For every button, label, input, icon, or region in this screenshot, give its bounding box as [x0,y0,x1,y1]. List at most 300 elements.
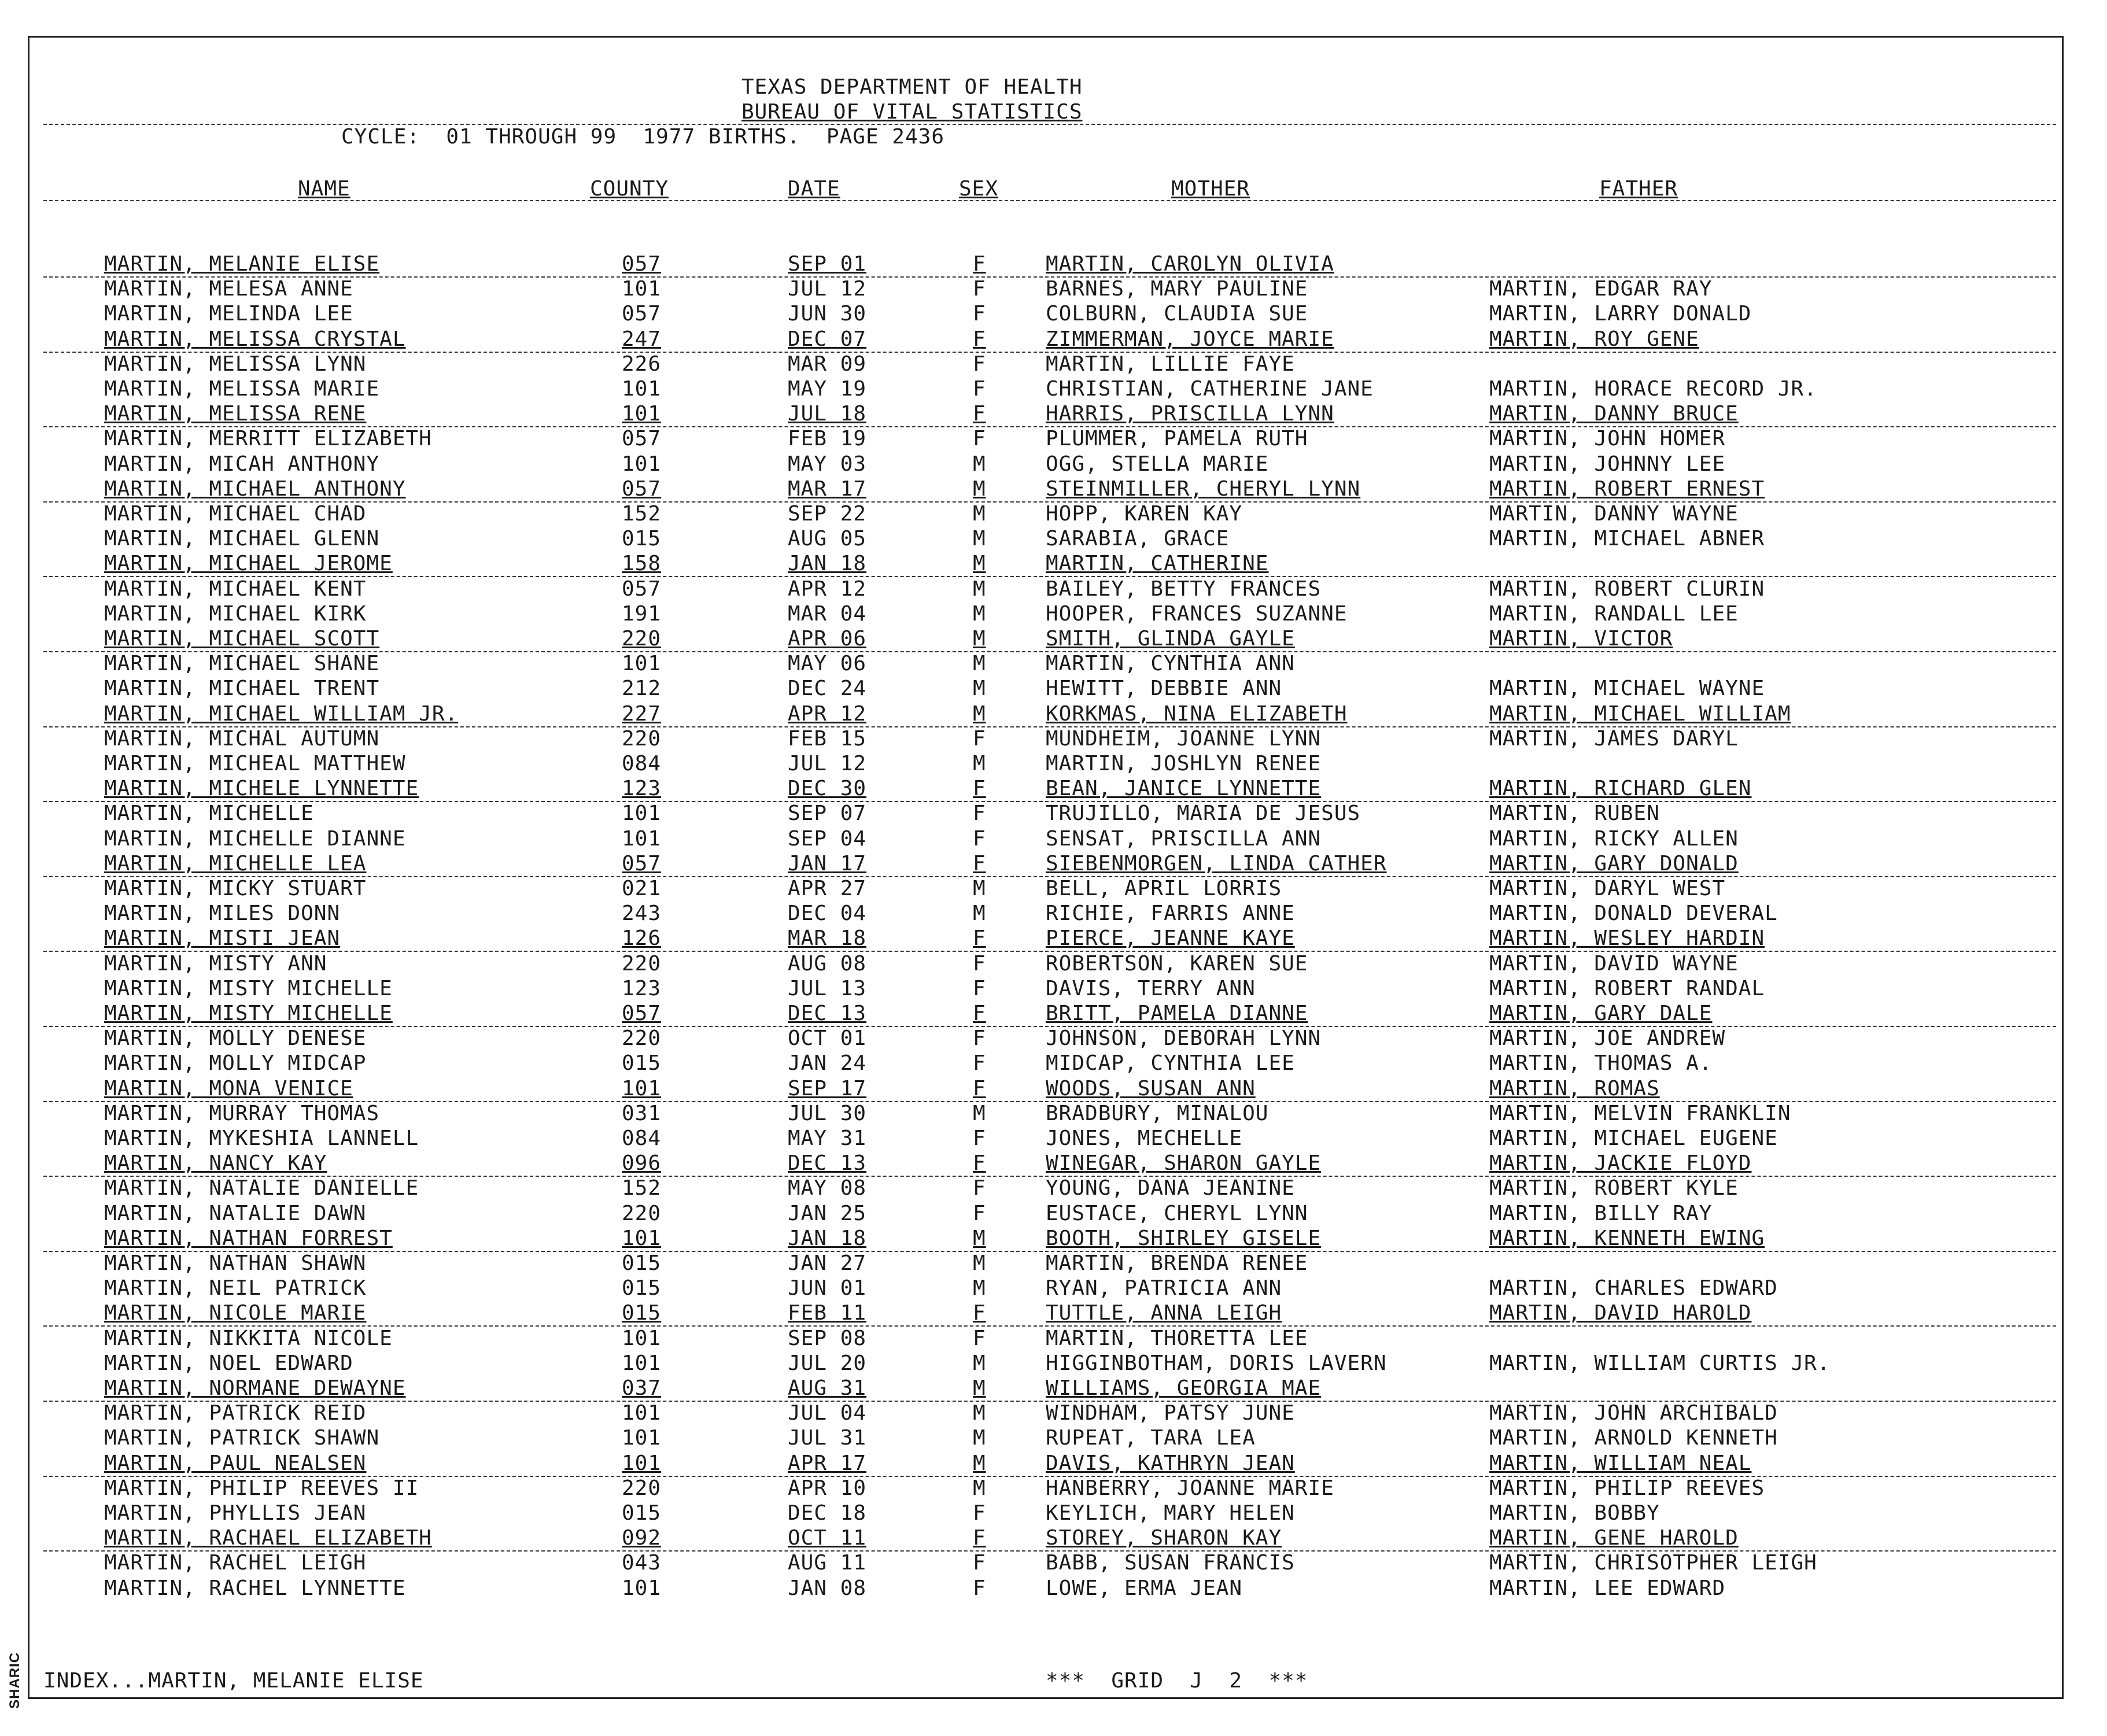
cell-county: 101 [622,1401,662,1425]
cell-sex: F [973,1026,986,1051]
cell-sex: M [973,601,986,626]
cell-name: MARTIN, RACHEL LEIGH [104,1551,367,1575]
cell-county: 220 [622,627,662,651]
cell-sex: F [973,277,986,301]
cell-county: 057 [622,302,662,326]
cell-date: JUL 31 [788,1426,867,1450]
cell-name: MARTIN, RACHEL LYNNETTE [104,1576,406,1600]
cell-name: MARTIN, MICHELLE DIANNE [104,826,406,851]
cell-sex: F [973,1501,986,1525]
cell-mother: SIEBENMORGEN, LINDA CATHER [1046,851,1387,876]
cell-sex: M [973,552,986,576]
cell-date: AUG 08 [788,951,867,976]
cell-name: MARTIN, NATHAN FORREST [104,1226,393,1250]
cell-date: SEP 17 [788,1076,867,1100]
cell-date: DEC 07 [788,327,867,351]
cell-date: FEB 19 [788,427,867,451]
cell-name: MARTIN, MURRAY THOMAS [104,1101,380,1125]
cell-name: MARTIN, MICHAEL KIRK [104,601,367,626]
cell-county: 227 [622,701,662,726]
cell-mother: BABB, SUSAN FRANCIS [1046,1551,1295,1575]
cell-date: JAN 27 [788,1251,867,1275]
cell-name: MARTIN, NORMANE DEWAYNE [104,1376,406,1400]
cell-name: MARTIN, MICHAEL KENT [104,577,367,601]
cell-father: MARTIN, DARYL WEST [1489,877,1726,900]
cell-sex: M [973,752,986,775]
cell-father: MARTIN, RICHARD GLEN [1489,777,1752,801]
cell-mother: MARTIN, JOSHLYN RENEE [1046,752,1322,775]
cell-name: MARTIN, MYKESHIA LANNELL [104,1126,419,1150]
cell-name: MARTIN, MICHAEL TRENT [104,677,380,701]
cell-name: MARTIN, MISTY MICHELLE [104,976,393,1000]
cell-county: 243 [622,902,662,926]
cell-mother: MARTIN, CYNTHIA ANN [1046,652,1295,676]
cell-father: MARTIN, ROBERT CLURIN [1489,577,1765,601]
cell-sex: F [973,801,986,826]
cell-county: 101 [622,277,662,301]
cell-name: MARTIN, RACHAEL ELIZABETH [104,1526,432,1550]
cell-date: MAR 09 [788,352,867,376]
cell-county: 220 [622,1201,662,1225]
cell-date: SEP 01 [788,252,867,276]
cell-father: MARTIN, GARY DALE [1489,1002,1713,1025]
cell-name: MARTIN, MICHAEL CHAD [104,502,367,526]
cell-date: APR 27 [788,877,867,900]
cell-sex: F [973,851,986,876]
cell-mother: SENSAT, PRISCILLA ANN [1046,826,1322,851]
column-header-sex: SEX [959,177,999,201]
cell-county: 057 [622,1002,662,1025]
cell-name: MARTIN, MICHAL AUTUMN [104,726,380,751]
cell-name: MARTIN, MICHAEL JEROME [104,552,393,576]
cell-date: DEC 18 [788,1501,867,1525]
cell-date: JUL 12 [788,752,867,775]
cell-county: 220 [622,1026,662,1051]
cell-name: MARTIN, PATRICK SHAWN [104,1426,380,1450]
cell-mother: MARTIN, CATHERINE [1046,552,1269,576]
cell-sex: M [973,1101,986,1125]
cell-county: 092 [622,1526,662,1550]
cell-name: MARTIN, MICHAEL WILLIAM JR. [104,701,459,726]
cell-county: 101 [622,1076,662,1100]
cell-sex: M [973,577,986,601]
cell-name: MARTIN, MICHEAL MATTHEW [104,752,406,775]
cell-county: 101 [622,1351,662,1375]
cell-date: DEC 24 [788,677,867,701]
cell-sex: F [973,1326,986,1350]
cell-name: MARTIN, MICAH ANTHONY [104,452,380,476]
cell-county: 057 [622,477,662,501]
cell-mother: JOHNSON, DEBORAH LYNN [1046,1026,1322,1051]
cell-sex: M [973,652,986,676]
cell-father: MARTIN, JOHNNY LEE [1489,452,1726,476]
cell-mother: JONES, MECHELLE [1046,1126,1243,1150]
cell-county: 096 [622,1151,662,1176]
cell-date: JUN 01 [788,1276,867,1301]
cell-date: JAN 17 [788,851,867,876]
cell-county: 015 [622,1276,662,1301]
cell-mother: ZIMMERMAN, JOYCE MARIE [1046,327,1334,351]
cell-sex: F [973,252,986,276]
cell-mother: HANBERRY, JOANNE MARIE [1046,1476,1334,1500]
cell-sex: F [973,1076,986,1100]
cell-father: MARTIN, DONALD DEVERAL [1489,902,1778,926]
cell-name: MARTIN, NOEL EDWARD [104,1351,353,1375]
cell-mother: COLBURN, CLAUDIA SUE [1046,302,1308,326]
cell-name: MARTIN, MICHAEL ANTHONY [104,477,406,501]
cell-mother: EUSTACE, CHERYL LYNN [1046,1201,1308,1225]
cell-name: MARTIN, MICKY STUART [104,877,367,900]
cell-mother: DAVIS, TERRY ANN [1046,976,1256,1000]
cell-sex: M [973,1376,986,1400]
cell-mother: BELL, APRIL LORRIS [1046,877,1282,900]
cell-date: DEC 13 [788,1002,867,1025]
cell-county: 101 [622,452,662,476]
cell-name: MARTIN, MELANIE ELISE [104,252,380,276]
cell-county: 043 [622,1551,662,1575]
cell-name: MARTIN, MELESA ANNE [104,277,353,301]
cell-sex: M [973,701,986,726]
cell-date: JUN 30 [788,302,867,326]
cell-mother: ROBERTSON, KAREN SUE [1046,951,1308,976]
cell-sex: M [973,1476,986,1500]
cell-mother: LOWE, ERMA JEAN [1046,1576,1243,1600]
cell-name: MARTIN, PHYLLIS JEAN [104,1501,367,1525]
cell-date: APR 06 [788,627,867,651]
cell-county: 015 [622,1251,662,1275]
cell-mother: CHRISTIAN, CATHERINE JANE [1046,377,1374,401]
cell-mother: SMITH, GLINDA GAYLE [1046,627,1295,651]
cell-father: MARTIN, LARRY DONALD [1489,302,1752,326]
index-line: INDEX...MARTIN, MELANIE ELISE [43,1669,424,1693]
cell-sex: M [973,477,986,501]
cell-father: MARTIN, MICHAEL ABNER [1489,527,1765,551]
cell-sex: M [973,502,986,526]
cell-father: MARTIN, LEE EDWARD [1489,1576,1726,1600]
cell-father: MARTIN, GENE HAROLD [1489,1526,1739,1550]
cell-mother: DAVIS, KATHRYN JEAN [1046,1451,1295,1475]
cell-sex: F [973,352,986,376]
cell-sex: F [973,1301,986,1325]
cell-sex: M [973,677,986,701]
cell-mother: TUTTLE, ANNA LEIGH [1046,1301,1282,1325]
cell-name: MARTIN, MELISSA RENE [104,402,367,426]
cell-father: MARTIN, CHRISOTPHER LEIGH [1489,1551,1817,1575]
cell-father: MARTIN, ROY GENE [1489,327,1699,351]
cell-county: 212 [622,677,662,701]
cell-father: MARTIN, VICTOR [1489,627,1673,651]
cell-date: AUG 11 [788,1551,867,1575]
cell-sex: F [973,1002,986,1025]
cell-date: JAN 18 [788,1226,867,1250]
cell-father: MARTIN, ROBERT ERNEST [1489,477,1765,501]
cell-name: MARTIN, MELISSA LYNN [104,352,367,376]
cell-father: MARTIN, KENNETH EWING [1489,1226,1765,1250]
cell-county: 057 [622,851,662,876]
cell-county: 101 [622,826,662,851]
cell-father: MARTIN, MICHAEL EUGENE [1489,1126,1778,1150]
cell-mother: OGG, STELLA MARIE [1046,452,1269,476]
cell-county: 021 [622,877,662,900]
cell-date: JAN 08 [788,1576,867,1600]
cell-mother: BAILEY, BETTY FRANCES [1046,577,1322,601]
column-header-father: FATHER [1599,177,1678,201]
cell-sex: M [973,902,986,926]
cell-sex: F [973,726,986,751]
cell-date: AUG 31 [788,1376,867,1400]
cell-sex: M [973,627,986,651]
cell-sex: F [973,976,986,1000]
cell-sex: F [973,327,986,351]
cell-county: 191 [622,601,662,626]
cell-county: 226 [622,352,662,376]
cell-date: MAR 18 [788,926,867,951]
cell-county: 031 [622,1101,662,1125]
cell-date: SEP 04 [788,826,867,851]
cell-father: MARTIN, JAMES DARYL [1489,726,1739,751]
cell-date: JUL 12 [788,277,867,301]
cell-county: 084 [622,1126,662,1150]
cell-county: 152 [622,502,662,526]
divider [43,200,2056,201]
cell-mother: WINEGAR, SHARON GAYLE [1046,1151,1322,1176]
cell-mother: PIERCE, JEANNE KAYE [1046,926,1295,951]
cell-father: MARTIN, JOHN HOMER [1489,427,1726,451]
cell-sex: F [973,1201,986,1225]
cell-date: JAN 25 [788,1201,867,1225]
cell-father: MARTIN, BOBBY [1489,1501,1660,1525]
cell-father: MARTIN, MELVIN FRANKLIN [1489,1101,1791,1125]
cell-name: MARTIN, MISTY ANN [104,951,327,976]
cell-sex: F [973,302,986,326]
cell-mother: MUNDHEIM, JOANNE LYNN [1046,726,1322,751]
cell-name: MARTIN, MICHAEL GLENN [104,527,380,551]
cell-county: 152 [622,1176,662,1201]
cell-father: MARTIN, WILLIAM NEAL [1489,1451,1752,1475]
cell-sex: F [973,951,986,976]
cell-mother: STOREY, SHARON KAY [1046,1526,1282,1550]
cell-county: 084 [622,752,662,775]
cell-father: MARTIN, RICKY ALLEN [1489,826,1739,851]
cell-father: MARTIN, ROMAS [1489,1076,1660,1100]
cell-name: MARTIN, MICHELE LYNNETTE [104,777,419,801]
cell-county: 123 [622,777,662,801]
cell-county: 247 [622,327,662,351]
cell-name: MARTIN, NATALIE DANIELLE [104,1176,419,1201]
cell-county: 015 [622,1051,662,1076]
cell-county: 220 [622,1476,662,1500]
column-header-date: DATE [788,177,840,201]
cell-sex: M [973,1226,986,1250]
cell-mother: BARNES, MARY PAULINE [1046,277,1308,301]
cell-name: MARTIN, MELISSA CRYSTAL [104,327,406,351]
cycle-line: CYCLE: 01 THROUGH 99 1977 BIRTHS. PAGE 2436 [341,125,944,149]
cell-father: MARTIN, THOMAS A. [1489,1051,1713,1076]
cell-date: DEC 04 [788,902,867,926]
cell-name: MARTIN, NICOLE MARIE [104,1301,367,1325]
cell-county: 015 [622,1501,662,1525]
cell-name: MARTIN, MELINDA LEE [104,302,353,326]
cell-date: JUL 04 [788,1401,867,1425]
cell-mother: STEINMILLER, CHERYL LYNN [1046,477,1361,501]
cell-date: MAR 04 [788,601,867,626]
agency-title: TEXAS DEPARTMENT OF HEALTH [741,75,1083,99]
cell-father: MARTIN, DAVID HAROLD [1489,1301,1752,1325]
cell-county: 101 [622,1576,662,1600]
cell-sex: F [973,826,986,851]
cell-date: MAR 17 [788,477,867,501]
cell-mother: WOODS, SUSAN ANN [1046,1076,1256,1100]
side-mark [3,1645,23,1709]
cell-date: SEP 08 [788,1326,867,1350]
cell-county: 220 [622,726,662,751]
cell-county: 101 [622,1326,662,1350]
cell-date: APR 12 [788,701,867,726]
cell-sex: M [973,1351,986,1375]
cell-mother: RYAN, PATRICIA ANN [1046,1276,1282,1301]
cell-mother: RICHIE, FARRIS ANNE [1046,902,1295,926]
cell-date: APR 12 [788,577,867,601]
grid-line: *** GRID J 2 *** [1046,1669,1308,1693]
cell-sex: M [973,1451,986,1475]
cell-mother: KEYLICH, MARY HELEN [1046,1501,1295,1525]
cell-date: AUG 05 [788,527,867,551]
cell-date: OCT 11 [788,1526,867,1550]
cell-father: MARTIN, ARNOLD KENNETH [1489,1426,1778,1450]
cell-sex: F [973,402,986,426]
cell-mother: PLUMMER, PAMELA RUTH [1046,427,1308,451]
cell-county: 057 [622,427,662,451]
cell-mother: HIGGINBOTHAM, DORIS LAVERN [1046,1351,1387,1375]
cell-county: 101 [622,801,662,826]
cell-mother: YOUNG, DANA JEANINE [1046,1176,1295,1201]
cell-date: DEC 13 [788,1151,867,1176]
cell-county: 220 [622,951,662,976]
cell-name: MARTIN, MICHAEL SCOTT [104,627,380,651]
cell-sex: F [973,1576,986,1600]
cell-sex: F [973,427,986,451]
cell-father: MARTIN, PHILIP REEVES [1489,1476,1765,1500]
cell-date: JAN 24 [788,1051,867,1076]
cell-sex: F [973,1151,986,1176]
cell-father: MARTIN, JOE ANDREW [1489,1026,1726,1051]
cell-county: 101 [622,1426,662,1450]
cell-father: MARTIN, ROBERT KYLE [1489,1176,1739,1201]
cell-date: MAY 06 [788,652,867,676]
cell-father: MARTIN, WESLEY HARDIN [1489,926,1765,951]
cell-name: MARTIN, PATRICK REID [104,1401,367,1425]
cell-date: SEP 07 [788,801,867,826]
cell-date: JUL 13 [788,976,867,1000]
cell-sex: F [973,377,986,401]
cell-mother: MIDCAP, CYNTHIA LEE [1046,1051,1295,1076]
column-header-mother: MOTHER [1171,177,1250,201]
cell-date: MAY 03 [788,452,867,476]
cell-name: MARTIN, MILES DONN [104,902,341,926]
cell-name: MARTIN, MELISSA MARIE [104,377,380,401]
side-mark-text: SHARIC [7,1652,23,1709]
cell-mother: BOOTH, SHIRLEY GISELE [1046,1226,1322,1250]
cell-sex: M [973,527,986,551]
cell-father: MARTIN, EDGAR RAY [1489,277,1713,301]
cell-county: 015 [622,1301,662,1325]
cell-mother: BRADBURY, MINALOU [1046,1101,1269,1125]
cell-father: MARTIN, GARY DONALD [1489,851,1739,876]
cell-name: MARTIN, NIKKITA NICOLE [104,1326,393,1350]
cell-sex: F [973,1176,986,1201]
column-header-county: COUNTY [590,177,669,201]
cell-name: MARTIN, MONA VENICE [104,1076,353,1100]
cell-date: SEP 22 [788,502,867,526]
cell-father: MARTIN, CHARLES EDWARD [1489,1276,1778,1301]
cell-date: JUL 20 [788,1351,867,1375]
cell-mother: BEAN, JANICE LYNNETTE [1046,777,1322,801]
cell-sex: F [973,1126,986,1150]
cell-county: 123 [622,976,662,1000]
cell-father: MARTIN, BILLY RAY [1489,1201,1713,1225]
cell-mother: HOOPER, FRANCES SUZANNE [1046,601,1348,626]
cell-name: MARTIN, NATALIE DAWN [104,1201,367,1225]
cell-name: MARTIN, MOLLY DENESE [104,1026,367,1051]
cell-sex: F [973,777,986,801]
cell-county: 101 [622,652,662,676]
cell-county: 101 [622,1451,662,1475]
cell-mother: HOPP, KAREN KAY [1046,502,1243,526]
cell-mother: MARTIN, BRENDA RENEE [1046,1251,1308,1275]
cell-mother: HEWITT, DEBBIE ANN [1046,677,1282,701]
cell-county: 015 [622,527,662,551]
cell-sex: M [973,1251,986,1275]
cell-sex: M [973,877,986,900]
cell-mother: WILLIAMS, GEORGIA MAE [1046,1376,1322,1400]
cell-county: 057 [622,252,662,276]
cell-date: FEB 11 [788,1301,867,1325]
cell-name: MARTIN, MOLLY MIDCAP [104,1051,367,1076]
cell-father: MARTIN, JACKIE FLOYD [1489,1151,1752,1176]
cell-date: APR 10 [788,1476,867,1500]
cell-name: MARTIN, MISTY MICHELLE [104,1002,393,1025]
cell-mother: MARTIN, CAROLYN OLIVIA [1046,252,1334,276]
bureau-title: BUREAU OF VITAL STATISTICS [741,100,1083,124]
cell-father: MARTIN, MICHAEL WILLIAM [1489,701,1791,726]
cell-date: JAN 18 [788,552,867,576]
cell-mother: KORKMAS, NINA ELIZABETH [1046,701,1348,726]
cell-sex: F [973,1526,986,1550]
cell-mother: MARTIN, THORETTA LEE [1046,1326,1308,1350]
cell-county: 057 [622,577,662,601]
cell-date: MAY 19 [788,377,867,401]
cell-date: MAY 31 [788,1126,867,1150]
cell-father: MARTIN, HORACE RECORD JR. [1489,377,1817,401]
cell-date: JUL 30 [788,1101,867,1125]
cell-mother: WINDHAM, PATSY JUNE [1046,1401,1295,1425]
cell-county: 126 [622,926,662,951]
cell-mother: BRITT, PAMELA DIANNE [1046,1002,1308,1025]
cell-father: MARTIN, DANNY BRUCE [1489,402,1739,426]
cell-date: OCT 01 [788,1026,867,1051]
cell-date: JUL 18 [788,402,867,426]
cell-father: MARTIN, RUBEN [1489,801,1660,826]
cell-mother: MARTIN, LILLIE FAYE [1046,352,1295,376]
cell-name: MARTIN, NANCY KAY [104,1151,327,1176]
cell-sex: F [973,926,986,951]
cell-father: MARTIN, WILLIAM CURTIS JR. [1489,1351,1831,1375]
cell-father: MARTIN, MICHAEL WAYNE [1489,677,1765,701]
cell-county: 101 [622,402,662,426]
cell-sex: M [973,1401,986,1425]
cell-father: MARTIN, JOHN ARCHIBALD [1489,1401,1778,1425]
column-header-name: NAME [298,177,350,201]
